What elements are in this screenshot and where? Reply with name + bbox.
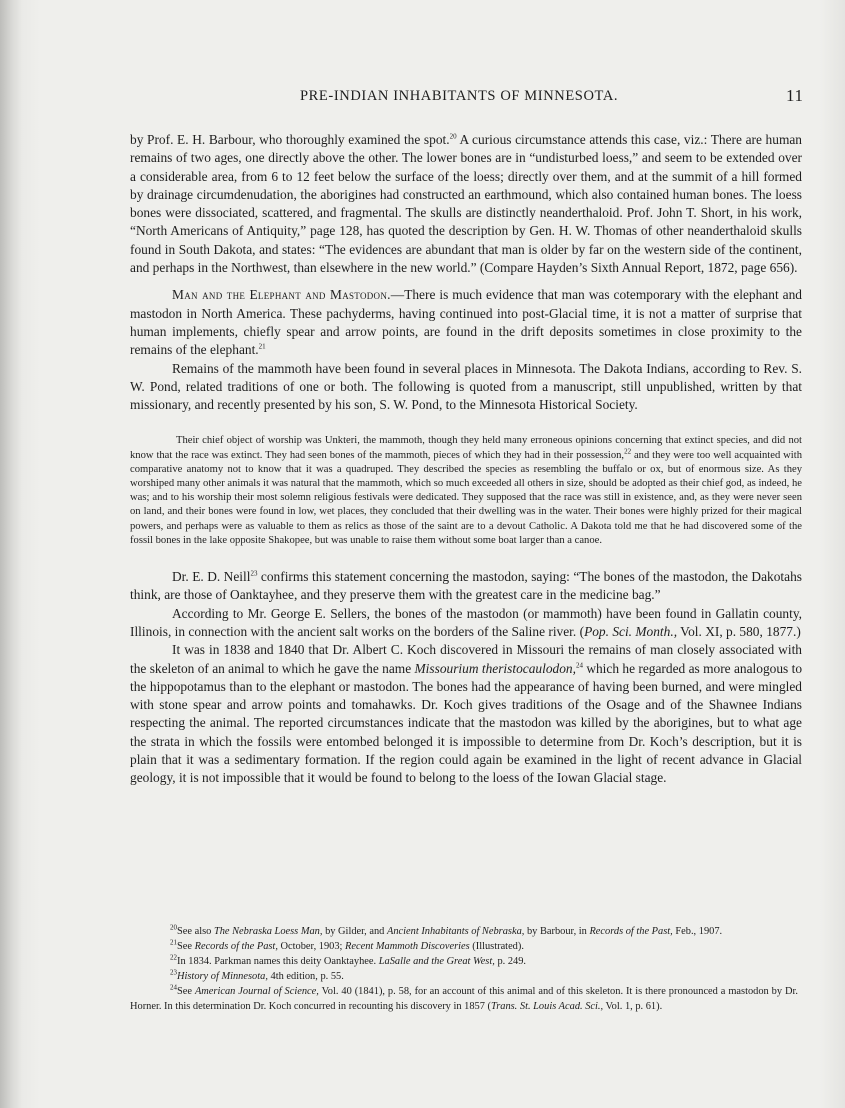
block-quote-pond — [130, 434, 802, 548]
footnote-ref: 23 — [250, 569, 258, 578]
footnote-21 — [130, 940, 798, 955]
citation-title: Pop. Sci. Month., — [584, 623, 678, 639]
citation-title: The Nebraska Loess Man, — [213, 926, 323, 937]
paragraph-neill — [130, 568, 802, 605]
running-head: PRE-INDIAN INHABITANTS OF MINNESOTA. — [300, 88, 619, 104]
text-run: See — [177, 940, 195, 952]
footnote-number: 21 — [170, 938, 177, 947]
text-run: Vol. 40 (1841), p. 58, for an account of this animal and of this skeleton. It is there pronounced a mastodon by Dr. Horner. In this determination Dr. Koch concurred in recounting his discovery in 1857 ( — [130, 985, 798, 1012]
text-run: confirms this statement concerning the mastodon, saying: “The bones of the mastodon, the Dakotahs think, are those of Oanktayhee, and they preserve them with the greatest care in the medicine bag.” — [130, 569, 802, 603]
text-run: 4th edition, p. 55. — [267, 970, 344, 982]
species-name: Missourium theristocaulodon, — [414, 660, 576, 676]
footnote-number: 24 — [170, 983, 177, 992]
text-run: Dr. E. D. Neill — [172, 569, 251, 585]
main-text — [130, 131, 802, 788]
text-run: which he regarded as more analogous to the hippopotamus than to the elephant or mastodon. The bones had the appearance of having been burned, and were mingled with stone spear and arrow points and tomahawks. Dr. Koch gives traditions of the Osage and of the Shawnee Indians respecting the animal. The reported circumstances indicate that the mastodon was killed by the aborigines, but to what age the strata in which the fossils were entombed belonged it is impossible to determine from Dr. Koch’s description, but it is plain that it was a sedimentary formation. If the region could again be examined in the light of recent advance in Glacial geology, it is not impossible that it would be found to belong to the loess of the Iowan Glacial stage. — [130, 660, 803, 786]
footnote-number: 23 — [170, 968, 177, 977]
paragraph-mammoth-remains: Remains of the mammoth have been found in several places in Minnesota. The Dakota Indians, according to Rev. S. W. Pond, related traditions of one or both. The following is quoted from a manuscript, still unpublished, written by that missionary, and recently presented by his son, S. W. Pond, to the Minnesota Historical Society. — [130, 360, 802, 413]
footnote-ref: 24 — [575, 661, 583, 670]
footnote-20 — [130, 925, 798, 940]
paragraph-man-and-mastodon — [130, 286, 802, 359]
text-run: p. 249. — [494, 955, 527, 967]
citation-title: History of Minnesota, — [177, 970, 268, 982]
text-run: by Prof. E. H. Barbour, who thoroughly examined the spot. — [130, 132, 450, 147]
footnote-24 — [130, 985, 798, 1015]
text-run: See — [177, 985, 195, 997]
text-run: by Barbour, in — [524, 926, 590, 937]
text-run: (Illustrated). — [469, 940, 524, 952]
text-run: See also — [177, 926, 214, 937]
section-heading: Man and the Elephant and Mastodon. — [172, 287, 391, 303]
text-run: —There is much evidence that man was cotemporary with the elephant and mastodon in North America. These pachyderms, having continued into post-Glacial time, it is not a matter of surprise that human implements, chiefly spear and arrow points, are found in the drift deposits sometimes in close proximity to the remains of the elephant. — [130, 287, 802, 358]
citation-title: Records of the Past, — [194, 940, 278, 952]
paragraph-sellers — [130, 605, 802, 642]
footnote-22 — [130, 955, 798, 970]
text-run: Vol. XI, p. 580, 1877.) — [677, 623, 801, 639]
footnote-ref: 22 — [624, 447, 632, 456]
footnote-23 — [130, 970, 798, 985]
footnote-ref: 21 — [258, 342, 266, 351]
text-run: Vol. 1, p. 61). — [603, 1000, 663, 1012]
page-gutter-shadow — [0, 0, 22, 1108]
footnote-number: 22 — [170, 953, 177, 962]
text-run: In 1834. Parkman names this deity Oanktayhee. — [177, 955, 379, 967]
page-header — [300, 88, 820, 110]
citation-title: Ancient Inhabitants of Nebraska, — [386, 926, 525, 937]
citation-title: American Journal of Science, — [194, 985, 319, 997]
text-run: October, 1903; — [277, 940, 346, 952]
citation-title: Recent Mammoth Discoveries — [345, 940, 470, 952]
citation-title: Records of the Past, — [589, 926, 673, 937]
text-run: It was in 1838 and 1840 that Dr. Albert C. Koch discovered in Missouri the remains of man closely associated with the skeleton of an animal to which he gave the name — [130, 642, 802, 676]
paragraph-koch — [130, 641, 802, 787]
paragraph-barbour — [130, 131, 802, 277]
page-number: 11 — [786, 86, 804, 105]
text-run: Feb., 1907. — [672, 926, 723, 937]
text-run: A curious circumstance attends this case, viz.: There are human remains of two ages, one directly above the other. The lower bones are in “undisturbed loess,” and seem to be extended over a considerable area, from 6 to 12 feet below the surface of the loess; directly over them, and at the summit of a hill formed by drainage circumdenudation, the aborigines had constructed an earthmound, which also contained human bones. The loess bones were dissociated, scattered, and fragmental. The skulls are distinctly neanderthaloid. Prof. John T. Short, in his work, “North Americans of Antiquity,” page 128, has quoted the description by Gen. H. W. Thomas of other neanderthaloid skulls found in South Dakota, and states: “The evidences are abundant that man is older by far on the western side of the continent, and perhaps in the Northwest, than elsewhere in the new world.” (Compare Hayden’s Sixth Annual Report, 1872, page 656). — [130, 132, 802, 276]
text-run: and they were too well acquainted with comparative anatomy not to know that it was a quadruped. They described the species as resembling the buffalo or ox, but of enormous size. As they worshiped many other animals it was natural that the mammoth, which so much exceeded all others in size, should be adopted as their chief god, as indeed, he was; and to his worship their most solemn religious festivals were dedicated. They supposed that the race was still in existence, and, as they were never seen on land, and their bones were found in low, wet places, they concluded that their dwelling was in the water. Their bones were highly prized for their magical powers, and perhaps were as valuable to them as relics as those of the saint are to a devout Catholic. A Dakota told me that he had discovered some of the fossil bones in the lake opposite Shakopee, but was unable to raise them without some boat larger than a canoe. — [130, 449, 802, 546]
text-run: Their chief object of worship was Unkteri, the mammoth, though they held many erroneous opinions concerning that extinct species, and did not know that the race was extinct. They had seen bones of the mammoth, pieces of which they had in their possession, — [130, 435, 802, 461]
citation-title: LaSalle and the Great West, — [378, 955, 495, 967]
text-run: by Gilder, and — [322, 926, 387, 937]
footnotes — [130, 925, 798, 1014]
footnote-number: 20 — [170, 923, 177, 932]
text-run: According to Mr. George E. Sellers, the bones of the mastodon (or mammoth) have been found in Gallatin county, Illinois, in connection with the ancient salt works on the borders of the Saline river. ( — [130, 605, 802, 639]
footnote-ref: 20 — [449, 132, 457, 141]
citation-title: Trans. St. Louis Acad. Sci., — [491, 1000, 604, 1012]
